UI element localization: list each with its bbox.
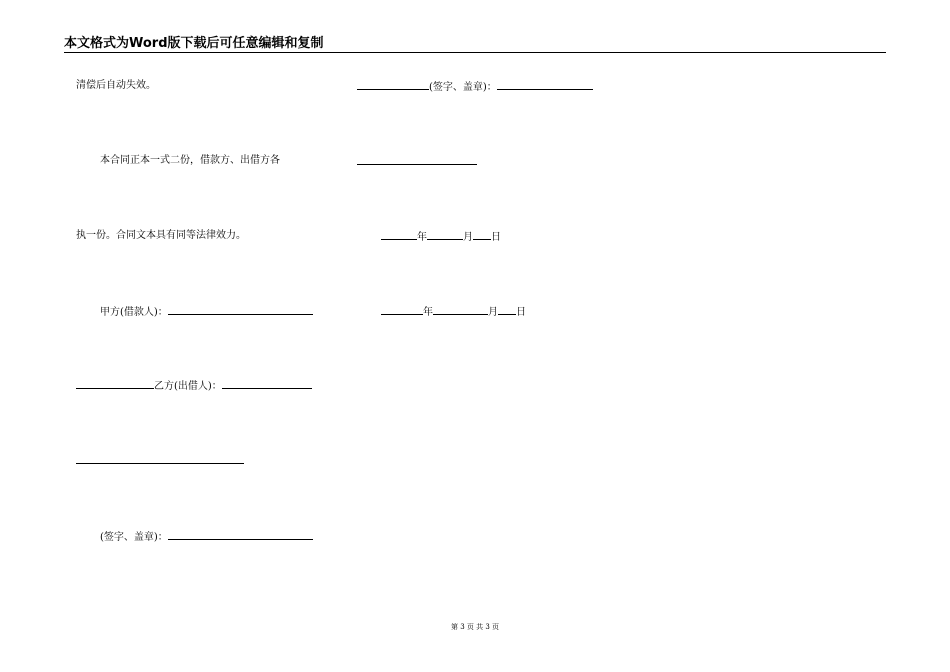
date-1-day-blank	[473, 230, 491, 240]
date-1-day-label: 日	[491, 232, 501, 243]
party-b-blank	[222, 379, 312, 389]
left-sign-row	[100, 530, 313, 544]
party-b-leading-blank	[76, 379, 154, 389]
date-1-month-blank	[427, 230, 463, 240]
party-b-label: 乙方(出借人)：	[154, 381, 222, 392]
party-a-label: 甲方(借款人)：	[100, 307, 168, 318]
party-a-blank	[168, 305, 313, 315]
left-sign-blank	[168, 530, 313, 540]
left-sign-label: (签字、盖章)：	[100, 532, 168, 543]
right-blank-line	[357, 164, 477, 165]
date-2-day-blank	[498, 305, 516, 315]
document-header-title: 本文格式为Word版下载后可任意编辑和复制	[64, 36, 324, 51]
page-number-footer: 第 3 页 共 3 页	[450, 623, 500, 631]
right-sign-blank	[497, 80, 593, 90]
date-1-year-label: 年	[417, 232, 427, 243]
clause-text-line-1: 清偿后自动失效。	[76, 80, 156, 91]
header-divider	[64, 52, 886, 53]
party-b-row	[76, 379, 312, 393]
party-a-row	[100, 305, 313, 319]
date-row-2	[381, 305, 526, 319]
party-b-continuation-blank	[76, 463, 244, 464]
date-2-year-label: 年	[423, 307, 433, 318]
date-row-1	[381, 230, 501, 244]
clause-text-line-2: 本合同正本一式二份，借款方、出借方各	[100, 155, 280, 166]
date-1-month-label: 月	[463, 232, 473, 243]
date-2-month-blank	[433, 305, 488, 315]
right-sign-leading-blank	[357, 80, 429, 90]
clause-text-line-3: 执一份。合同文本具有同等法律效力。	[76, 230, 246, 241]
date-1-year-blank	[381, 230, 417, 240]
date-2-month-label: 月	[488, 307, 498, 318]
date-2-year-blank	[381, 305, 423, 315]
right-sign-row	[357, 80, 593, 94]
date-2-day-label: 日	[516, 307, 526, 318]
right-sign-label: (签字、盖章)：	[429, 82, 497, 93]
